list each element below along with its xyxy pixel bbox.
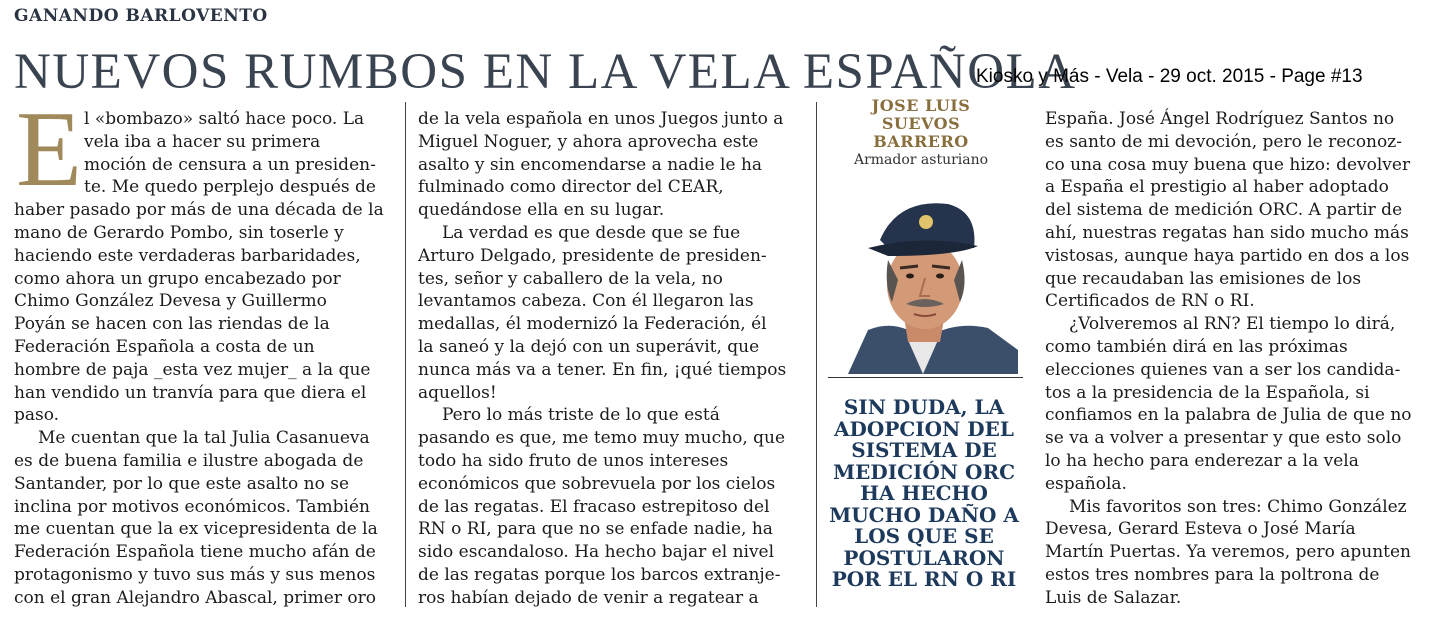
text-line: con el gran Alejandro Abascal, primer oro xyxy=(14,587,376,608)
text-line: estos tres nombres para la poltrona de xyxy=(1045,564,1380,585)
photo-divider xyxy=(828,377,1023,378)
text-line: de las regatas. El fracaso estrepitoso del xyxy=(418,496,770,517)
text-line: vela iba a hacer su primera xyxy=(84,131,321,152)
section-label: GANANDO BARLOVENTO xyxy=(14,6,268,26)
pull-quote-line: SIN DUDA, LA xyxy=(843,395,1005,419)
text-line: Certificados de RN o RI. xyxy=(1045,291,1255,312)
pull-quote-line: MEDICIÓN ORC xyxy=(833,459,1015,484)
text-line: asalto y sin encomendarse a nadie le ha xyxy=(418,154,763,175)
text-line: Martín Puertas. Ya veremos, pero apunten xyxy=(1045,542,1412,563)
text-line: Miguel Noguer, y ahora aprovecha este xyxy=(418,131,759,152)
text-line: RN o RI, para que no se enfade nadie, ha xyxy=(418,519,773,540)
paragraph xyxy=(1045,313,1440,495)
pull-quote-line: ADOPCION DEL xyxy=(834,416,1014,441)
text-line: de la vela española en unos Juegos junto a xyxy=(418,109,784,129)
text-line: co una cosa muy buena que hizo: devolver xyxy=(1045,154,1411,175)
paragraph xyxy=(14,90,404,427)
author-name-line: JOSE LUIS xyxy=(871,96,971,115)
paragraph xyxy=(14,427,404,609)
text-line: me cuentan que la ex vicepresidenta de la xyxy=(14,519,378,540)
paragraph xyxy=(418,222,810,404)
text-line: ahí, nuestras regatas han sido mucho más xyxy=(1045,222,1409,243)
text-line: protagonismo y tuvo sus más y sus menos xyxy=(14,564,376,585)
text-line: quedándose ella en su lugar. xyxy=(418,200,665,221)
text-line: Luis de Salazar. xyxy=(1045,587,1182,608)
text-line: ros habían dejado de venir a regatear a xyxy=(418,587,759,608)
text-line: medallas, él modernizó la Federación, él xyxy=(418,314,767,335)
text-line: han vendido un tranvía para que diera el xyxy=(14,382,367,403)
text-line: te. Me quedo perplejo después de xyxy=(84,177,376,198)
source-line: Kiosko y Más - Vela - 29 oct. 2015 - Page #13 xyxy=(976,66,1363,87)
text-line: Me cuentan que la tal Julia Casanueva xyxy=(38,428,370,449)
text-line: es de buena familia e ilustre abogada de xyxy=(14,450,364,471)
text-line: vistosas, aunque haya partido en dos a los xyxy=(1045,245,1410,266)
text-line: ¿Volveremos al RN? El tiempo lo dirá, xyxy=(1069,314,1396,335)
author-name-line: SUEVOS xyxy=(881,114,961,133)
text-line: Chimo González Devesa y Guillermo xyxy=(14,291,327,312)
text-line: haber pasado por más de una década de la xyxy=(14,200,384,221)
pull-quote-line: MUCHO DAÑO A xyxy=(829,502,1019,527)
text-line: Pero lo más triste de lo que está xyxy=(442,405,720,426)
text-line: Arturo Delgado, presidente de presiden- xyxy=(418,245,767,266)
text-line: es santo de mi devoción, pero le reconoz- xyxy=(1045,131,1402,152)
pull-quote-line: POSTULARON xyxy=(843,545,1005,570)
author-role: Armador asturiano xyxy=(853,152,989,168)
text-line: haciendo este verdaderas barbaridades, xyxy=(14,245,361,266)
text-line: tos a la presidencia de la Española, si xyxy=(1045,382,1370,403)
text-line: Federación Española tiene mucho afán de xyxy=(14,542,376,563)
text-line: hombre de paja _esta vez mujer_ a la que xyxy=(14,359,371,380)
paragraph xyxy=(418,404,810,609)
column-divider xyxy=(816,102,817,607)
text-line: española. xyxy=(1045,473,1127,494)
text-line: fulminado como director del CEAR, xyxy=(418,177,724,198)
text-line: España. José Ángel Rodríguez Santos no xyxy=(1045,109,1395,129)
pull-quote-line: SISTEMA DE xyxy=(851,438,997,462)
text-line: se va a volver a presentar y que esto solo xyxy=(1045,428,1402,449)
text-line: lo ha hecho para enderezar a la vela xyxy=(1045,450,1359,471)
text-line: l «bombazo» saltó hace poco. La xyxy=(84,109,365,129)
text-line: Santander, por lo que este asalto no se xyxy=(14,473,350,494)
text-line: como ahora un grupo encabezado por xyxy=(14,268,341,289)
text-line: que recaudaban las emisiones de los xyxy=(1045,268,1362,289)
text-line: Mis favoritos son tres: Chimo González xyxy=(1069,496,1407,517)
text-line: mano de Gerardo Pombo, sin toserle y xyxy=(14,222,344,243)
headline: NUEVOS RUMBOS EN LA VELA ESPAÑOLA xyxy=(14,44,1077,100)
pull-quote xyxy=(826,397,1022,591)
text-line: Devesa, Gerard Esteva o José María xyxy=(1045,519,1356,540)
pull-quote-line: HA HECHO xyxy=(860,481,988,505)
text-line: paso. xyxy=(14,405,60,426)
text-line: levantamos cabeza. Con él llegaron las xyxy=(418,291,754,312)
author-photo xyxy=(828,190,1018,374)
text-line: La verdad es que desde que se fue xyxy=(442,222,741,243)
pull-quote-line: POR EL RN O RI xyxy=(831,567,1017,591)
author-name xyxy=(826,97,1016,151)
text-line: económicos que sobrevuela por los cielos xyxy=(418,473,776,494)
text-line: nunca más va a tener. En fin, ¡qué tiempos xyxy=(418,359,787,380)
text-line: inclina por motivos económicos. También xyxy=(14,496,370,517)
text-line: sido escandaloso. Ha hecho bajar el nivel xyxy=(418,542,775,563)
text-line: moción de censura a un presiden- xyxy=(84,154,376,175)
article-column-1 xyxy=(14,90,404,610)
text-line: todo ha sido fruto de unos intereses xyxy=(418,450,729,471)
paragraph xyxy=(1045,108,1440,313)
text-line: tes, señor y caballero de la vela, no xyxy=(418,268,723,289)
text-line: del sistema de medición ORC. A partir de xyxy=(1045,200,1403,221)
author-name-line: BARRERO xyxy=(873,132,969,151)
article-column-3 xyxy=(1045,108,1440,610)
text-line: a España el prestigio al haber adoptado xyxy=(1045,177,1389,198)
column-divider xyxy=(405,102,406,607)
pull-quote-line: LOS QUE SE xyxy=(854,524,994,548)
text-line: de las regatas porque los barcos extranje- xyxy=(418,564,781,585)
text-line: la saneó y la dejó con un superávit, que xyxy=(418,336,760,357)
article-column-2 xyxy=(418,108,810,610)
paragraph xyxy=(418,108,810,222)
text-line: Poyán se hacen con las riendas de la xyxy=(14,314,330,335)
text-line: como también dirá en las próximas xyxy=(1045,336,1348,357)
text-line: confiamos en la palabra de Julia de que no xyxy=(1045,405,1412,426)
text-line: elecciones quienes van a ser los candida- xyxy=(1045,359,1401,380)
text-line: Federación Española a costa de un xyxy=(14,336,315,357)
text-line: pasando es que, me temo muy mucho, que xyxy=(418,428,786,449)
text-line: aquellos! xyxy=(418,382,497,403)
paragraph xyxy=(1045,496,1440,610)
drop-cap: E xyxy=(16,90,82,209)
